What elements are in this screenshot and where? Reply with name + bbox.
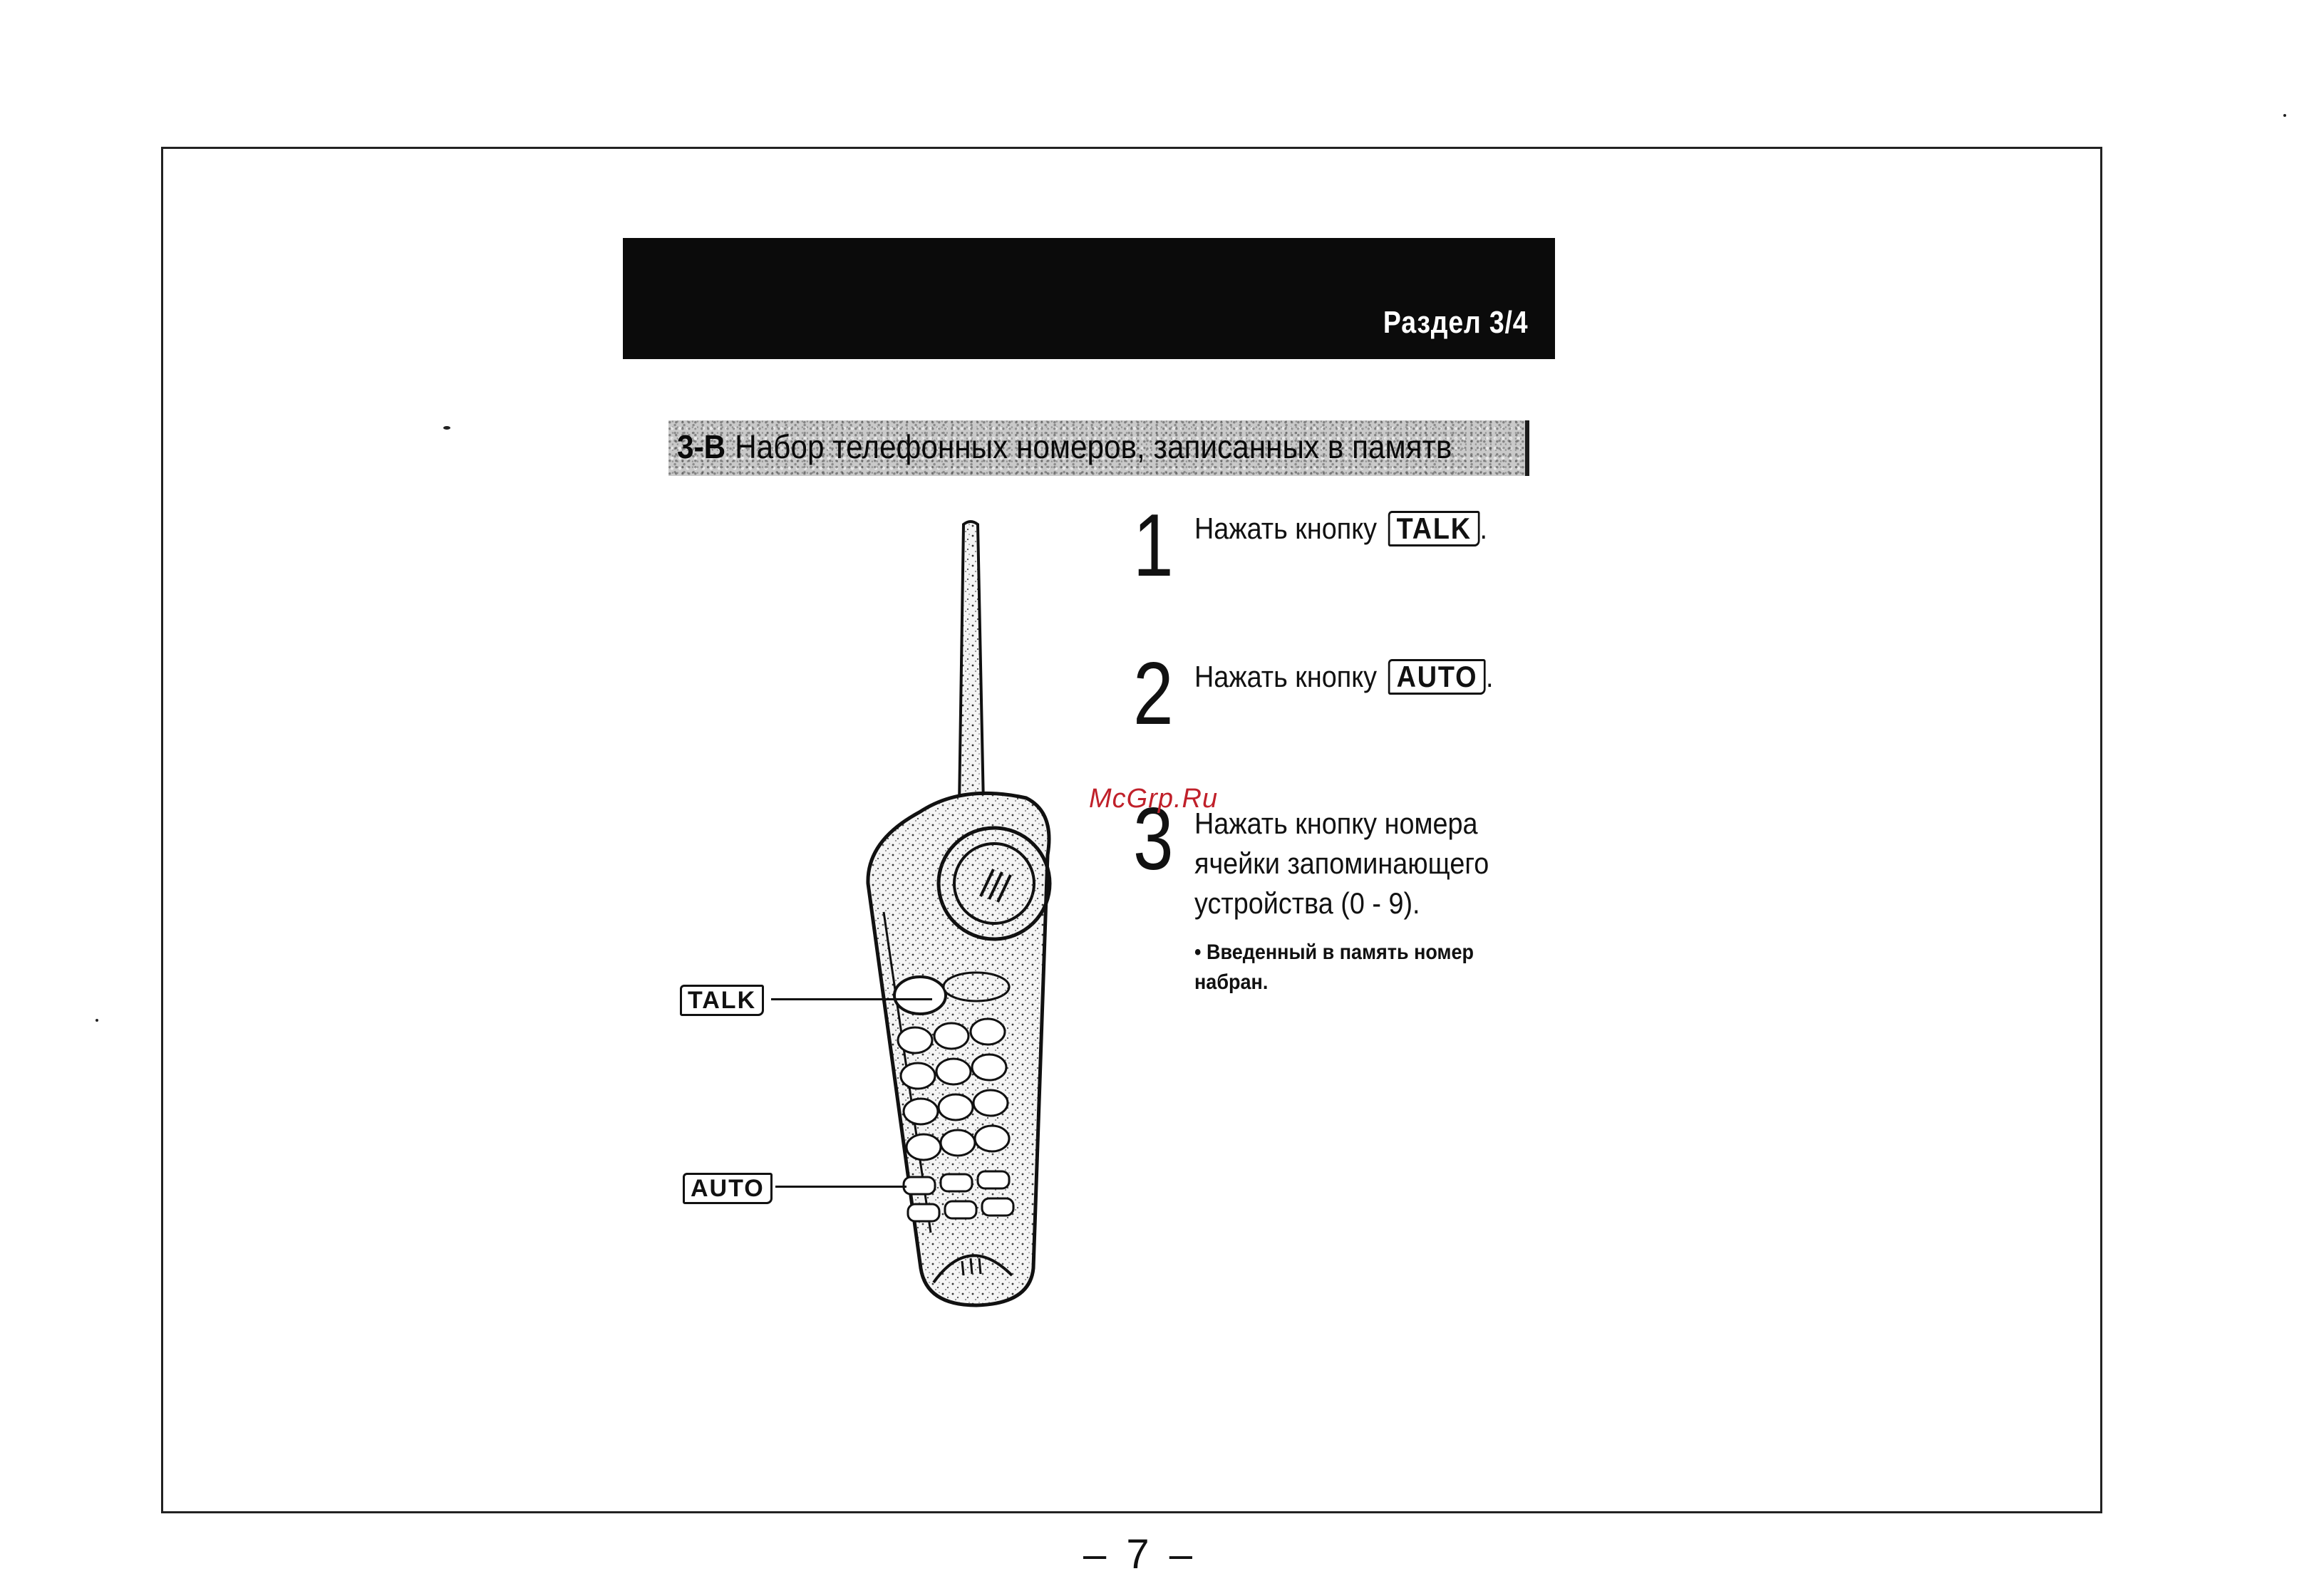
scan-speck — [2283, 114, 2286, 117]
step-3-line-1: Нажать кнопку номера — [1194, 807, 1478, 840]
talk-callout-label: TALK — [680, 985, 764, 1016]
cordless-handset-illustration — [841, 513, 1083, 1318]
subtitle-code: 3-B — [677, 428, 726, 465]
step-3-text — [1194, 804, 1489, 923]
subtitle-heading — [677, 428, 1452, 466]
section-label: Раздел 3/4 — [1383, 305, 1528, 340]
step-1-instruction: Нажать кнопку — [1194, 512, 1378, 545]
scan-speck — [95, 1019, 98, 1022]
step-3-number: 3 — [1133, 790, 1174, 888]
antenna — [959, 522, 983, 805]
step-1-number: 1 — [1133, 497, 1174, 595]
page-number: – 7 – — [1083, 1531, 1197, 1577]
talk-button — [894, 977, 946, 1014]
section-header-bar — [623, 238, 1555, 359]
earpiece — [954, 844, 1034, 923]
step-2-instruction: Нажать кнопку — [1194, 660, 1378, 693]
step-3-line-2: ячейки запоминающего — [1194, 846, 1489, 880]
subtitle-text: Набор телефонных номеров, записанных в памятв — [735, 428, 1452, 465]
subtitle-bar — [668, 420, 1529, 476]
auto-key-label: AUTO — [1388, 659, 1486, 695]
watermark: McGrp.Ru — [1089, 784, 1219, 814]
step-2-suffix: . — [1485, 660, 1494, 693]
step-2-text — [1194, 657, 1493, 697]
step-3-line-3: устройства (0 - 9). — [1194, 886, 1420, 920]
auto-callout-label: AUTO — [683, 1173, 773, 1204]
step-1-text — [1194, 509, 1487, 549]
auto-callout-line — [775, 1186, 906, 1188]
auto-button — [904, 1177, 935, 1194]
step-1-suffix: . — [1479, 512, 1488, 545]
note-line-1: • Введенный в память номер — [1194, 940, 1474, 964]
talk-callout-line — [771, 998, 932, 1000]
step-3-note — [1194, 938, 1474, 998]
note-line-2: набран. — [1194, 970, 1269, 994]
talk-key-label: TALK — [1388, 511, 1480, 546]
step-2-number: 2 — [1133, 645, 1174, 743]
scan-speck — [443, 426, 450, 430]
